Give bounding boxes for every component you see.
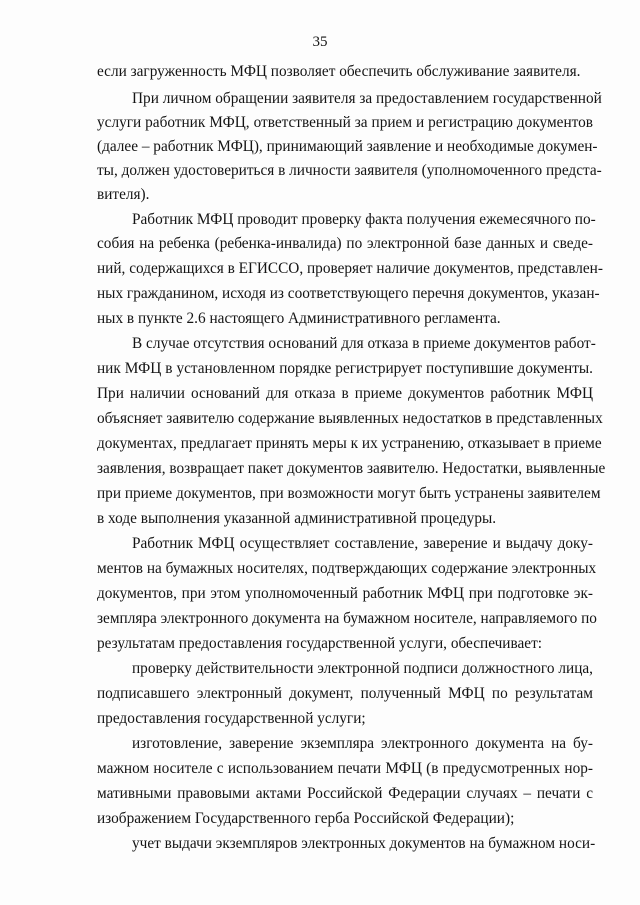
text-line: объясняет заявителю содержание выявленных недостатков в представленных	[97, 410, 603, 427]
text-line: ний, содержащихся в ЕГИССО, проверяет наличие документов, представлен-	[97, 260, 603, 277]
text-line: ных в пункте 2.6 настоящего Административного регламента.	[97, 310, 501, 327]
paragraph-first-line: учет выдачи экземпляров электронных документов на бумажном носи-	[132, 835, 596, 852]
text-line: изображением Государственного герба Российской Федерации);	[97, 810, 515, 827]
text-line: при приеме документов, при возможности могут быть устранены заявителем	[97, 485, 601, 502]
text-line: в ходе выполнения указанной административной процедуры.	[97, 510, 497, 527]
text-line: При наличии оснований для отказа в приеме документов работник МФЦ	[97, 385, 593, 402]
text-line: (далее – работник МФЦ), принимающий заявление и необходимые докумен-	[97, 138, 598, 155]
paragraph-first-line: Работник МФЦ проводит проверку факта получения ежемесячного по-	[132, 211, 596, 228]
paragraph-first-line: проверку действительности электронной подписи должностного лица,	[132, 660, 593, 677]
text-line: заявления, возвращает пакет документов заявителю. Недостатки, выявленные	[97, 460, 606, 477]
text-line: ментов на бумажных носителях, подтверждающих содержание электронных	[97, 560, 597, 577]
paragraph-first-line: Работник МФЦ осуществляет составление, заверение и выдачу доку-	[132, 535, 593, 552]
text-line: если загруженность МФЦ позволяет обеспечить обслуживание заявителя.	[97, 63, 581, 80]
text-line: подписавшего электронный документ, полученный МФЦ по результатам	[97, 685, 593, 702]
text-line: земпляра электронного документа на бумажном носителе, направляемого по	[97, 610, 597, 627]
page-number: 35	[312, 34, 328, 50]
text-line: результатам предоставления государственной услуги, обеспечивает:	[97, 635, 543, 652]
text-line: документов, при этом уполномоченный работник МФЦ при подготовке эк-	[97, 585, 593, 602]
text-line: мативными правовыми актами Российской Федерации случаях – печати с	[97, 785, 593, 802]
text-line: документах, предлагает принять меры к их устранению, отказывает в приеме	[97, 435, 602, 452]
text-line: услуги работник МФЦ, ответственный за прием и регистрацию документов	[97, 114, 593, 131]
text-line: предоставления государственной услуги;	[97, 710, 366, 727]
text-line: ных гражданином, исходя из соответствующего перечня документов, указан-	[97, 285, 600, 302]
paragraph-first-line: изготовление, заверение экземпляра электронного документа на бу-	[132, 735, 593, 752]
text-line: ник МФЦ в установленном порядке регистрирует поступившие документы.	[97, 360, 593, 377]
paragraph-first-line: При личном обращении заявителя за предоставлением государственной	[132, 90, 602, 107]
text-line: собия на ребенка (ребенка-инвалида) по электронной базе данных и сведе-	[97, 235, 593, 252]
text-line: мажном носителе с использованием печати МФЦ (в предусмотренных нор-	[97, 760, 593, 777]
text-line: ты, должен удостовериться в личности заявителя (уполномоченного предста-	[97, 162, 602, 179]
text-line: вителя).	[97, 186, 150, 203]
paragraph-first-line: В случае отсутствия оснований для отказа в приеме документов работ-	[132, 335, 596, 352]
